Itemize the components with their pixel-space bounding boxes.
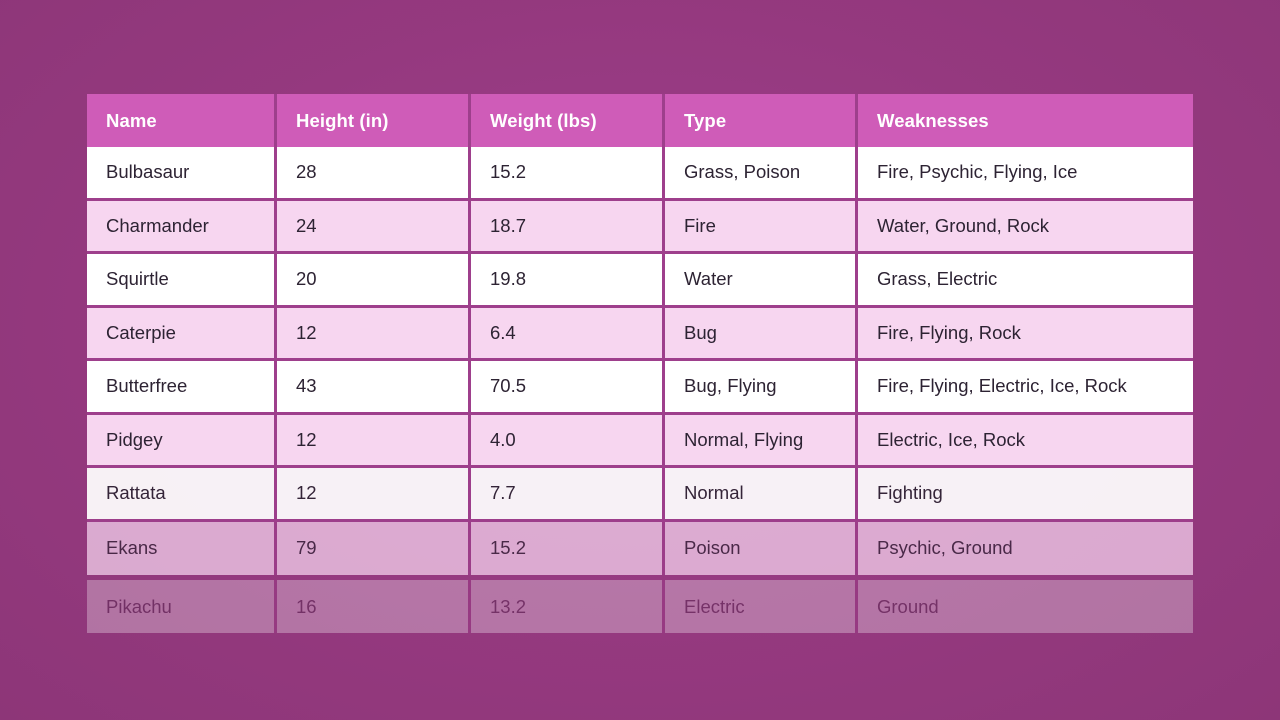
cell-name: Squirtle: [87, 254, 277, 308]
cell-name: Bulbasaur: [87, 147, 277, 201]
pokemon-table-container: [87, 94, 1193, 617]
cell-name: Pidgey: [87, 415, 277, 469]
table-row: [87, 308, 1193, 362]
cell-weaknesses: Fire, Psychic, Flying, Ice: [858, 147, 1193, 201]
cell-height: 16: [277, 580, 471, 633]
cell-type: Normal: [665, 468, 858, 522]
cell-type: Grass, Poison: [665, 147, 858, 201]
cell-name: Ekans: [87, 522, 277, 576]
cell-weight: 19.8: [471, 254, 665, 308]
cell-weaknesses: Fire, Flying, Electric, Ice, Rock: [858, 361, 1193, 415]
table-row: [87, 580, 1193, 633]
cell-weaknesses: Ground: [858, 580, 1193, 633]
cell-type: Normal, Flying: [665, 415, 858, 469]
cell-weight: 7.7: [471, 468, 665, 522]
cell-height: 20: [277, 254, 471, 308]
table-header: [87, 94, 1193, 147]
cell-weight: 70.5: [471, 361, 665, 415]
cell-type: Bug: [665, 308, 858, 362]
cell-height: 28: [277, 147, 471, 201]
column-header-weight: Weight (lbs): [471, 94, 665, 147]
cell-name: Caterpie: [87, 308, 277, 362]
header-row: [87, 94, 1193, 147]
cell-height: 12: [277, 308, 471, 362]
cell-height: 79: [277, 522, 471, 576]
cell-name: Rattata: [87, 468, 277, 522]
cell-weight: 6.4: [471, 308, 665, 362]
cell-weaknesses: Grass, Electric: [858, 254, 1193, 308]
cell-weight: 13.2: [471, 580, 665, 633]
cell-weaknesses: Water, Ground, Rock: [858, 201, 1193, 255]
cell-type: Water: [665, 254, 858, 308]
cell-name: Pikachu: [87, 580, 277, 633]
column-header-height: Height (in): [277, 94, 471, 147]
cell-weaknesses: Electric, Ice, Rock: [858, 415, 1193, 469]
cell-height: 24: [277, 201, 471, 255]
cell-type: Poison: [665, 522, 858, 576]
table-row: [87, 415, 1193, 469]
cell-type: Bug, Flying: [665, 361, 858, 415]
column-header-type: Type: [665, 94, 858, 147]
cell-weaknesses: Psychic, Ground: [858, 522, 1193, 576]
table-row: [87, 147, 1193, 201]
column-header-name: Name: [87, 94, 277, 147]
cell-height: 12: [277, 415, 471, 469]
pokemon-table: [87, 94, 1193, 575]
table-row: [87, 201, 1193, 255]
cell-weaknesses: Fire, Flying, Rock: [858, 308, 1193, 362]
column-header-weaknesses: Weaknesses: [858, 94, 1193, 147]
table-body: [87, 147, 1193, 575]
cell-name: Charmander: [87, 201, 277, 255]
table-row: [87, 522, 1193, 576]
cell-name: Butterfree: [87, 361, 277, 415]
table-row: [87, 254, 1193, 308]
cell-height: 12: [277, 468, 471, 522]
cell-height: 43: [277, 361, 471, 415]
cell-weight: 15.2: [471, 522, 665, 576]
cell-weight: 18.7: [471, 201, 665, 255]
cell-type: Electric: [665, 580, 858, 633]
table-row: [87, 468, 1193, 522]
cell-weight: 4.0: [471, 415, 665, 469]
cell-weight: 15.2: [471, 147, 665, 201]
cell-type: Fire: [665, 201, 858, 255]
cell-weaknesses: Fighting: [858, 468, 1193, 522]
table-row: [87, 361, 1193, 415]
